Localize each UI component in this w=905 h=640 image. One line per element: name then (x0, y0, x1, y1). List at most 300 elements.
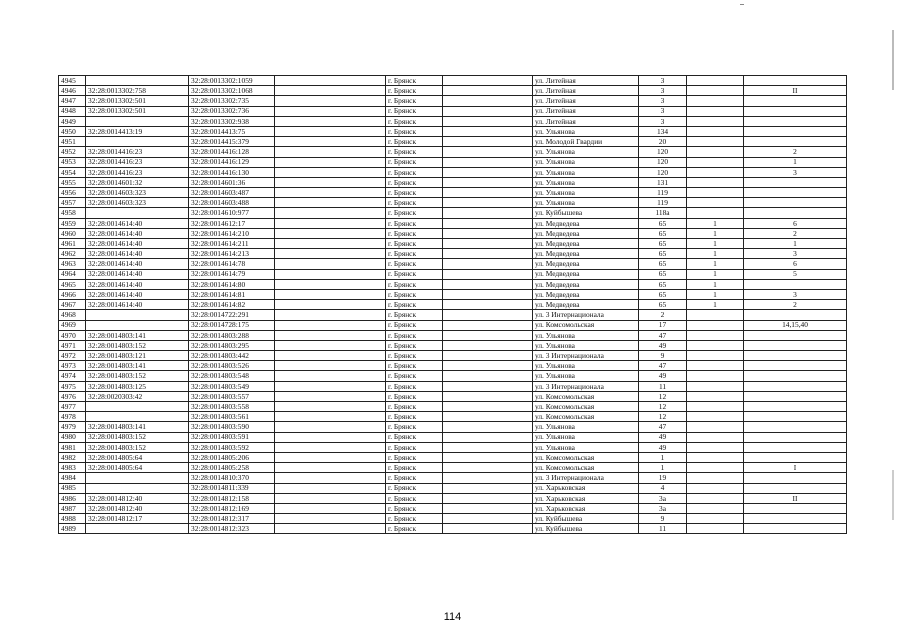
city-cell: г. Брянск (386, 473, 443, 483)
table-row (59, 147, 847, 157)
empty-cell (275, 514, 386, 524)
house-number-cell: 3 (639, 116, 687, 126)
parcel-cadastral-cell (86, 137, 189, 147)
object-cadastral-cell: 32:28:0014614:211 (189, 239, 275, 249)
object-cadastral-cell: 32:28:0014803:592 (189, 442, 275, 452)
row-number-cell: 4976 (59, 391, 86, 401)
street-cell: ул. Ульянова (533, 371, 639, 381)
parcel-cadastral-cell: 32:28:0014803:121 (86, 351, 189, 361)
empty-cell (275, 442, 386, 452)
city-cell: г. Брянск (386, 412, 443, 422)
row-number-cell: 4965 (59, 279, 86, 289)
house-number-cell: 119 (639, 188, 687, 198)
city-cell: г. Брянск (386, 402, 443, 412)
scan-artifact (740, 4, 744, 5)
room-number-cell (744, 106, 847, 116)
flat-number-cell (687, 330, 744, 340)
street-cell: ул. Ульянова (533, 340, 639, 350)
house-number-cell: 20 (639, 137, 687, 147)
table-row (59, 483, 847, 493)
room-number-cell: 5 (744, 269, 847, 279)
row-number-cell: 4950 (59, 126, 86, 136)
empty-cell (275, 320, 386, 330)
row-number-cell: 4966 (59, 289, 86, 299)
parcel-cadastral-cell (86, 320, 189, 330)
parcel-cadastral-cell: 32:28:0014803:125 (86, 381, 189, 391)
parcel-cadastral-cell: 32:28:0014803:152 (86, 340, 189, 350)
empty-cell (275, 300, 386, 310)
table-row (59, 412, 847, 422)
object-cadastral-cell: 32:28:0013302:1068 (189, 86, 275, 96)
city-cell: г. Брянск (386, 320, 443, 330)
row-number-cell: 4978 (59, 412, 86, 422)
city-cell: г. Брянск (386, 269, 443, 279)
flat-number-cell (687, 351, 744, 361)
empty-cell (275, 422, 386, 432)
row-number-cell: 4985 (59, 483, 86, 493)
empty-cell (275, 452, 386, 462)
parcel-cadastral-cell: 32:28:0014614:40 (86, 269, 189, 279)
empty-cell (275, 412, 386, 422)
row-number-cell: 4960 (59, 228, 86, 238)
house-number-cell: 49 (639, 371, 687, 381)
flat-number-cell: 1 (687, 249, 744, 259)
object-cadastral-cell: 32:28:0014614:79 (189, 269, 275, 279)
table-row (59, 310, 847, 320)
parcel-cadastral-cell: 32:28:0014614:40 (86, 249, 189, 259)
flat-number-cell (687, 473, 744, 483)
flat-number-cell (687, 208, 744, 218)
table-row (59, 463, 847, 473)
street-cell: ул. Комсомольская (533, 391, 639, 401)
empty-cell (443, 218, 533, 228)
flat-number-cell (687, 106, 744, 116)
object-cadastral-cell: 32:28:0013302:1059 (189, 76, 275, 86)
empty-cell (275, 228, 386, 238)
street-cell: ул. Ульянова (533, 126, 639, 136)
row-number-cell: 4955 (59, 177, 86, 187)
parcel-cadastral-cell: 32:28:0014803:141 (86, 361, 189, 371)
object-cadastral-cell: 32:28:0014803:591 (189, 432, 275, 442)
empty-cell (443, 422, 533, 432)
street-cell: ул. Медведева (533, 218, 639, 228)
table-row (59, 167, 847, 177)
house-number-cell: 12 (639, 412, 687, 422)
parcel-cadastral-cell: 32:28:0014416:23 (86, 147, 189, 157)
table-row (59, 351, 847, 361)
row-number-cell: 4988 (59, 514, 86, 524)
house-number-cell: 131 (639, 177, 687, 187)
table-row (59, 473, 847, 483)
empty-cell (275, 116, 386, 126)
empty-cell (275, 157, 386, 167)
object-cadastral-cell: 32:28:0014614:82 (189, 300, 275, 310)
room-number-cell: 2 (744, 300, 847, 310)
parcel-cadastral-cell: 32:28:0014614:40 (86, 279, 189, 289)
object-cadastral-cell: 32:28:0014416:129 (189, 157, 275, 167)
empty-cell (275, 239, 386, 249)
empty-cell (275, 391, 386, 401)
flat-number-cell (687, 157, 744, 167)
room-number-cell (744, 524, 847, 534)
parcel-cadastral-cell: 32:28:0014614:40 (86, 239, 189, 249)
parcel-cadastral-cell (86, 116, 189, 126)
parcel-cadastral-cell: 32:28:0014803:152 (86, 371, 189, 381)
room-number-cell (744, 126, 847, 136)
house-number-cell: 3а (639, 493, 687, 503)
object-cadastral-cell: 32:28:0014603:488 (189, 198, 275, 208)
row-number-cell: 4963 (59, 259, 86, 269)
table-row (59, 320, 847, 330)
house-number-cell: 4 (639, 483, 687, 493)
empty-cell (443, 228, 533, 238)
row-number-cell: 4973 (59, 361, 86, 371)
empty-cell (443, 289, 533, 299)
row-number-cell: 4982 (59, 452, 86, 462)
empty-cell (443, 432, 533, 442)
room-number-cell: 3 (744, 167, 847, 177)
object-cadastral-cell: 32:28:0014811:339 (189, 483, 275, 493)
table-row (59, 76, 847, 86)
table-row (59, 391, 847, 401)
empty-cell (443, 452, 533, 462)
room-number-cell: 2 (744, 147, 847, 157)
flat-number-cell (687, 86, 744, 96)
table-row (59, 177, 847, 187)
object-cadastral-cell: 32:28:0014601:36 (189, 177, 275, 187)
table-row (59, 239, 847, 249)
empty-cell (275, 137, 386, 147)
house-number-cell: 12 (639, 391, 687, 401)
empty-cell (275, 493, 386, 503)
parcel-cadastral-cell: 32:28:0014601:32 (86, 177, 189, 187)
street-cell: ул. Литейная (533, 116, 639, 126)
flat-number-cell: 1 (687, 279, 744, 289)
row-number-cell: 4962 (59, 249, 86, 259)
street-cell: ул. Ульянова (533, 432, 639, 442)
city-cell: г. Брянск (386, 126, 443, 136)
table-row (59, 228, 847, 238)
row-number-cell: 4979 (59, 422, 86, 432)
street-cell: ул. Комсомольская (533, 402, 639, 412)
table-row (59, 137, 847, 147)
page-number: 114 (443, 611, 462, 623)
row-number-cell: 4984 (59, 473, 86, 483)
table-row (59, 208, 847, 218)
street-cell: ул. Ульянова (533, 147, 639, 157)
street-cell: ул. Медведева (533, 269, 639, 279)
room-number-cell (744, 381, 847, 391)
parcel-cadastral-cell (86, 76, 189, 86)
row-number-cell: 4947 (59, 96, 86, 106)
room-number-cell (744, 116, 847, 126)
object-cadastral-cell: 32:28:0014810:370 (189, 473, 275, 483)
city-cell: г. Брянск (386, 198, 443, 208)
row-number-cell: 4972 (59, 351, 86, 361)
parcel-cadastral-cell: 32:28:0014614:40 (86, 300, 189, 310)
flat-number-cell (687, 177, 744, 187)
row-number-cell: 4948 (59, 106, 86, 116)
empty-cell (275, 503, 386, 513)
flat-number-cell: 1 (687, 269, 744, 279)
row-number-cell: 4964 (59, 269, 86, 279)
parcel-cadastral-cell: 32:28:0014812:40 (86, 493, 189, 503)
table-row (59, 259, 847, 269)
city-cell: г. Брянск (386, 452, 443, 462)
city-cell: г. Брянск (386, 177, 443, 187)
city-cell: г. Брянск (386, 300, 443, 310)
empty-cell (275, 198, 386, 208)
room-number-cell (744, 137, 847, 147)
street-cell: ул. Медведева (533, 289, 639, 299)
city-cell: г. Брянск (386, 371, 443, 381)
row-number-cell: 4969 (59, 320, 86, 330)
parcel-cadastral-cell: 32:28:0014803:141 (86, 330, 189, 340)
street-cell: ул. Харьковская (533, 503, 639, 513)
empty-cell (275, 381, 386, 391)
flat-number-cell (687, 503, 744, 513)
object-cadastral-cell: 32:28:0014803:557 (189, 391, 275, 401)
parcel-cadastral-cell: 32:28:0014614:40 (86, 218, 189, 228)
flat-number-cell (687, 514, 744, 524)
room-number-cell (744, 473, 847, 483)
empty-cell (443, 412, 533, 422)
room-number-cell (744, 96, 847, 106)
city-cell: г. Брянск (386, 310, 443, 320)
city-cell: г. Брянск (386, 249, 443, 259)
empty-cell (275, 269, 386, 279)
parcel-cadastral-cell (86, 310, 189, 320)
city-cell: г. Брянск (386, 442, 443, 452)
empty-cell (275, 188, 386, 198)
room-number-cell (744, 208, 847, 218)
flat-number-cell (687, 483, 744, 493)
empty-cell (275, 106, 386, 116)
room-number-cell: I (744, 463, 847, 473)
house-number-cell: 65 (639, 289, 687, 299)
house-number-cell: 9 (639, 514, 687, 524)
street-cell: ул. Медведева (533, 279, 639, 289)
house-number-cell: 49 (639, 442, 687, 452)
empty-cell (275, 96, 386, 106)
table-row (59, 157, 847, 167)
scan-artifact (892, 30, 894, 90)
table-row (59, 432, 847, 442)
empty-cell (443, 463, 533, 473)
room-number-cell (744, 371, 847, 381)
flat-number-cell: 1 (687, 289, 744, 299)
empty-cell (443, 259, 533, 269)
object-cadastral-cell: 32:28:0014805:206 (189, 452, 275, 462)
room-number-cell (744, 351, 847, 361)
city-cell: г. Брянск (386, 239, 443, 249)
empty-cell (275, 279, 386, 289)
table-row (59, 402, 847, 412)
row-number-cell: 4986 (59, 493, 86, 503)
table-row (59, 269, 847, 279)
empty-cell (443, 137, 533, 147)
house-number-cell: 118а (639, 208, 687, 218)
room-number-cell: 6 (744, 259, 847, 269)
room-number-cell: 2 (744, 228, 847, 238)
street-cell: ул. Ульянова (533, 188, 639, 198)
row-number-cell: 4949 (59, 116, 86, 126)
city-cell: г. Брянск (386, 106, 443, 116)
object-cadastral-cell: 32:28:0014415:379 (189, 137, 275, 147)
row-number-cell: 4959 (59, 218, 86, 228)
city-cell: г. Брянск (386, 361, 443, 371)
room-number-cell (744, 452, 847, 462)
room-number-cell (744, 198, 847, 208)
city-cell: г. Брянск (386, 391, 443, 401)
empty-cell (443, 279, 533, 289)
street-cell: ул. Куйбышева (533, 524, 639, 534)
table-row (59, 371, 847, 381)
table-row (59, 86, 847, 96)
row-number-cell: 4981 (59, 442, 86, 452)
street-cell: ул. Медведева (533, 249, 639, 259)
object-cadastral-cell: 32:28:0014614:210 (189, 228, 275, 238)
street-cell: ул. Ульянова (533, 361, 639, 371)
empty-cell (275, 147, 386, 157)
city-cell: г. Брянск (386, 483, 443, 493)
empty-cell (443, 249, 533, 259)
room-number-cell (744, 503, 847, 513)
room-number-cell (744, 330, 847, 340)
house-number-cell: 47 (639, 422, 687, 432)
house-number-cell: 65 (639, 228, 687, 238)
room-number-cell (744, 76, 847, 86)
room-number-cell (744, 412, 847, 422)
city-cell: г. Брянск (386, 218, 443, 228)
house-number-cell: 65 (639, 218, 687, 228)
street-cell: ул. Ульянова (533, 422, 639, 432)
house-number-cell: 120 (639, 147, 687, 157)
object-cadastral-cell: 32:28:0014722:291 (189, 310, 275, 320)
house-number-cell: 1 (639, 463, 687, 473)
empty-cell (275, 473, 386, 483)
scan-artifact (892, 470, 894, 520)
table-row (59, 330, 847, 340)
row-number-cell: 4971 (59, 340, 86, 350)
street-cell: ул. Ульянова (533, 177, 639, 187)
empty-cell (275, 76, 386, 86)
city-cell: г. Брянск (386, 463, 443, 473)
flat-number-cell (687, 493, 744, 503)
flat-number-cell (687, 137, 744, 147)
object-cadastral-cell: 32:28:0014803:548 (189, 371, 275, 381)
empty-cell (443, 208, 533, 218)
empty-cell (443, 310, 533, 320)
city-cell: г. Брянск (386, 147, 443, 157)
empty-cell (443, 116, 533, 126)
empty-cell (443, 96, 533, 106)
parcel-cadastral-cell: 32:28:0014812:40 (86, 503, 189, 513)
street-cell: ул. Медведева (533, 259, 639, 269)
house-number-cell: 11 (639, 524, 687, 534)
empty-cell (443, 483, 533, 493)
room-number-cell (744, 177, 847, 187)
flat-number-cell: 1 (687, 228, 744, 238)
parcel-cadastral-cell: 32:28:0014416:23 (86, 167, 189, 177)
house-number-cell: 19 (639, 473, 687, 483)
city-cell: г. Брянск (386, 116, 443, 126)
table-row (59, 289, 847, 299)
empty-cell (443, 330, 533, 340)
flat-number-cell (687, 371, 744, 381)
row-number-cell: 4956 (59, 188, 86, 198)
room-number-cell (744, 391, 847, 401)
empty-cell (275, 208, 386, 218)
parcel-cadastral-cell (86, 473, 189, 483)
city-cell: г. Брянск (386, 432, 443, 442)
object-cadastral-cell: 32:28:0014803:288 (189, 330, 275, 340)
flat-number-cell (687, 402, 744, 412)
house-number-cell: 65 (639, 279, 687, 289)
object-cadastral-cell: 32:28:0014603:487 (189, 188, 275, 198)
room-number-cell: II (744, 86, 847, 96)
table-row (59, 381, 847, 391)
house-number-cell: 3 (639, 96, 687, 106)
street-cell: ул. Комсомольская (533, 320, 639, 330)
house-number-cell: 2 (639, 310, 687, 320)
flat-number-cell (687, 524, 744, 534)
empty-cell (443, 351, 533, 361)
table-row (59, 96, 847, 106)
city-cell: г. Брянск (386, 137, 443, 147)
room-number-cell (744, 279, 847, 289)
object-cadastral-cell: 32:28:0014610:977 (189, 208, 275, 218)
house-number-cell: 49 (639, 340, 687, 350)
parcel-cadastral-cell (86, 524, 189, 534)
empty-cell (275, 524, 386, 534)
street-cell: ул. Ульянова (533, 442, 639, 452)
parcel-cadastral-cell: 32:28:0014812:17 (86, 514, 189, 524)
parcel-cadastral-cell: 32:28:0013302:501 (86, 106, 189, 116)
parcel-cadastral-cell (86, 483, 189, 493)
empty-cell (443, 442, 533, 452)
street-cell: ул. Комсомольская (533, 463, 639, 473)
flat-number-cell (687, 96, 744, 106)
room-number-cell (744, 402, 847, 412)
street-cell: ул. Ульянова (533, 198, 639, 208)
empty-cell (275, 402, 386, 412)
empty-cell (275, 432, 386, 442)
city-cell: г. Брянск (386, 228, 443, 238)
city-cell: г. Брянск (386, 493, 443, 503)
object-cadastral-cell: 32:28:0014612:17 (189, 218, 275, 228)
room-number-cell (744, 483, 847, 493)
row-number-cell: 4983 (59, 463, 86, 473)
empty-cell (275, 259, 386, 269)
empty-cell (275, 167, 386, 177)
object-cadastral-cell: 32:28:0014416:128 (189, 147, 275, 157)
empty-cell (275, 177, 386, 187)
empty-cell (443, 514, 533, 524)
empty-cell (275, 340, 386, 350)
flat-number-cell: 1 (687, 300, 744, 310)
object-cadastral-cell: 32:28:0014805:258 (189, 463, 275, 473)
object-cadastral-cell: 32:28:0014728:175 (189, 320, 275, 330)
house-number-cell: 65 (639, 269, 687, 279)
street-cell: ул. Ульянова (533, 330, 639, 340)
object-cadastral-cell: 32:28:0013302:736 (189, 106, 275, 116)
empty-cell (275, 361, 386, 371)
table-row (59, 249, 847, 259)
row-number-cell: 4957 (59, 198, 86, 208)
object-cadastral-cell: 32:28:0014614:81 (189, 289, 275, 299)
object-cadastral-cell: 32:28:0014803:561 (189, 412, 275, 422)
